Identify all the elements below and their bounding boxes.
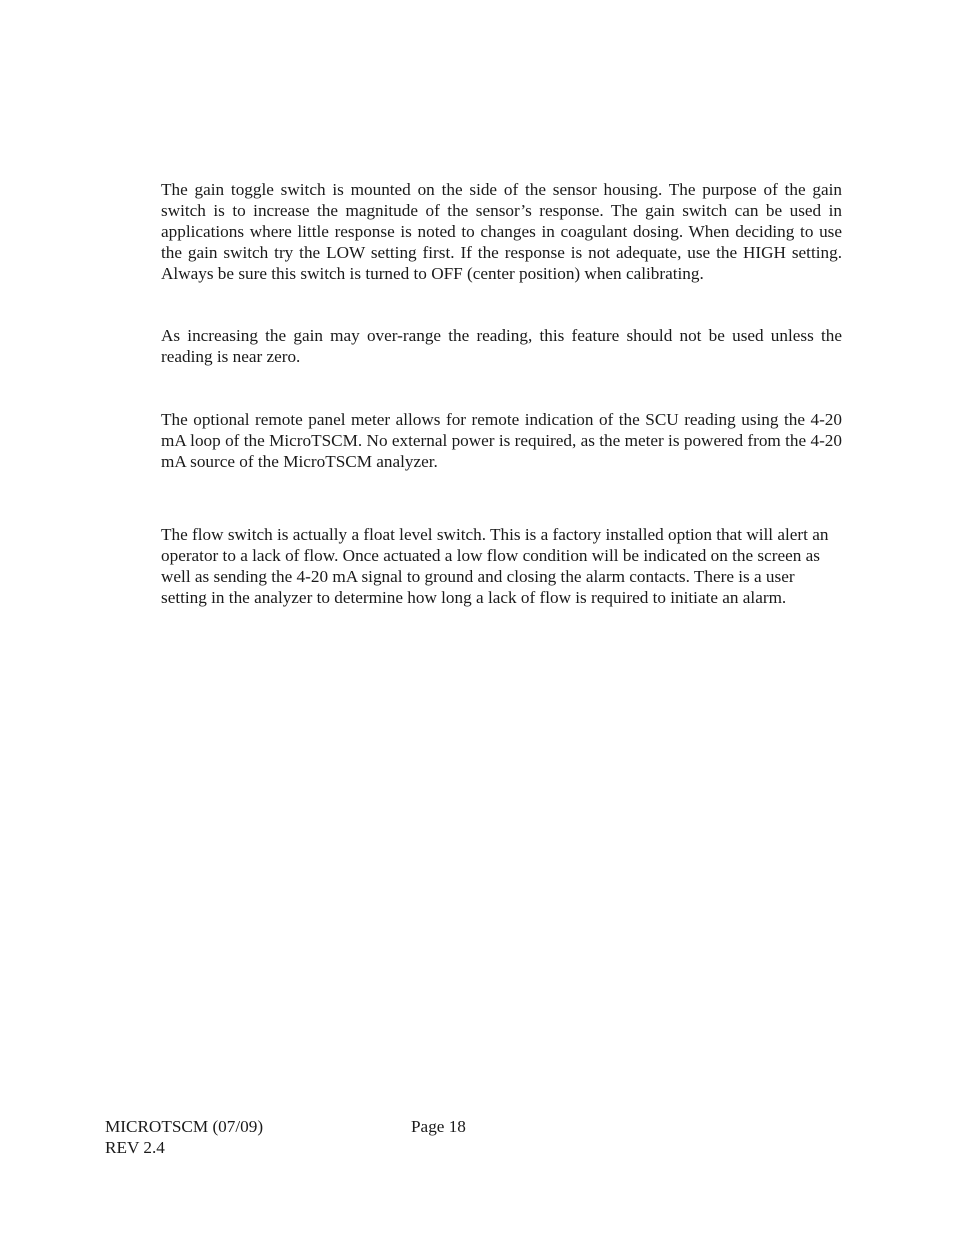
footer-revision: REV 2.4 xyxy=(105,1138,165,1157)
flow-switch-paragraph: The flow switch is actually a float level switch. This is a factory installed option that will alert an operator to a lack of flow. Once actuated a low flow condition will be indicated on the screen as well as sending the 4-20 mA signal to ground and closing the alarm contacts. There is a user setting in the analyzer to determine how long a lack of flow is required to initiate an alarm. xyxy=(161,525,829,607)
remote-meter-paragraph: The optional remote panel meter allows for remote indication of the SCU reading using the 4-20 mA loop of the MicroTSCM. No external power is required, as the meter is powered from the 4-20 mA source of the MicroTSCM analyzer. xyxy=(161,410,842,471)
gain-warning-paragraph: As increasing the gain may over-range the reading, this feature should not be used unless the reading is near zero. xyxy=(161,326,842,366)
gain-switch-paragraph: The gain toggle switch is mounted on the side of the sensor housing. The purpose of the gain switch is to increase the magnitude of the sensor’s response. The gain switch can be used in applications where little response is noted to changes in coagulant dosing. When deciding to use the gain switch try the LOW setting first. If the response is not adequate, use the HIGH setting. Always be sure this switch is turned to OFF (center position) when calibrating. xyxy=(161,180,842,283)
footer-document-id: MICROTSCM (07/09) xyxy=(105,1117,264,1136)
footer-page-number: Page 18 xyxy=(411,1117,466,1136)
